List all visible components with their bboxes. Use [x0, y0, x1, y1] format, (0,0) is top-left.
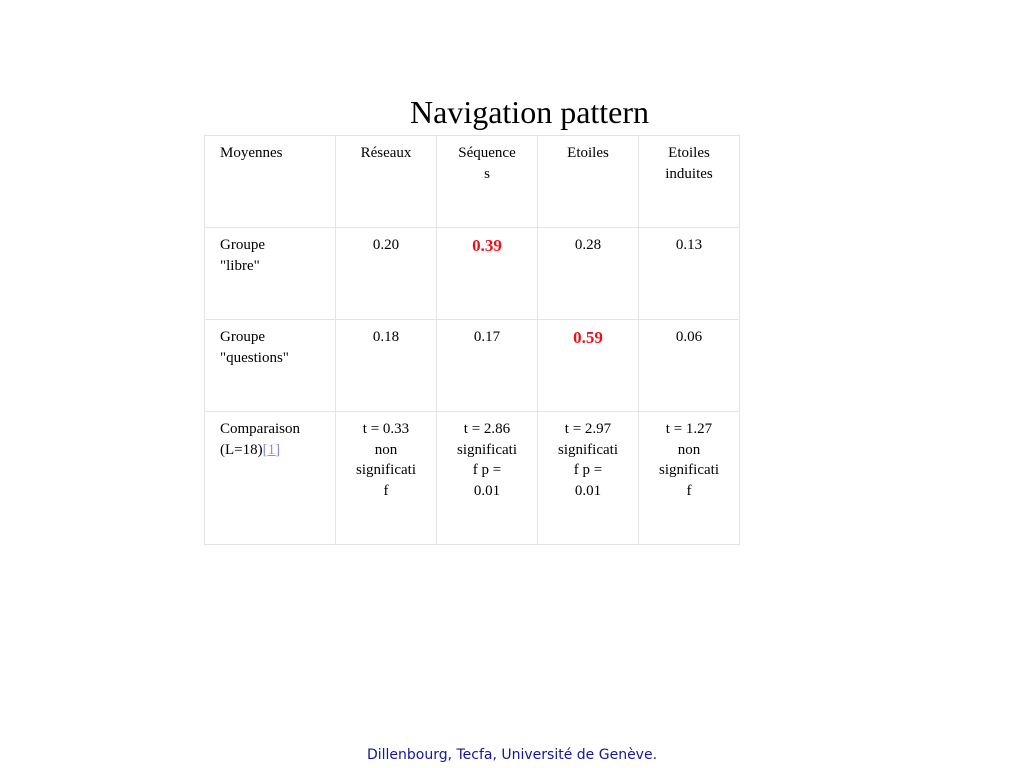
cell-line: f p = [472, 462, 502, 478]
page-title: Navigation pattern [410, 94, 650, 130]
value-cell-sequences [437, 320, 538, 412]
cell-value: 0.18 [372, 329, 400, 345]
cell-value: 0.13 [675, 237, 703, 253]
cell-line: significati [457, 441, 517, 458]
test-cell-sequences [437, 412, 538, 545]
cell-value: 0.17 [473, 329, 501, 345]
cell-value: 0.28 [574, 237, 602, 253]
cell-line: f [383, 482, 389, 499]
cell-line: f [686, 482, 692, 499]
cell-line: significati [558, 441, 618, 458]
cell-line: f p = [573, 462, 603, 478]
table-row-groupe-libre [205, 228, 740, 320]
highlighted-cell-value: 0.59 [573, 328, 603, 347]
value-cell-reseaux [336, 320, 437, 412]
row-label-continued: "libre" [220, 257, 260, 274]
cell-line: t = 2.86 [463, 421, 511, 437]
row-label: Comparaison [220, 421, 300, 437]
header-cell-sequences [437, 136, 538, 228]
header-label-continued: induites [665, 165, 713, 182]
value-cell-reseaux [336, 228, 437, 320]
value-cell-etoiles-induites [639, 228, 740, 320]
header-cell-reseaux [336, 136, 437, 228]
cell-line: t = 1.27 [665, 421, 713, 437]
header-cell-etoiles [538, 136, 639, 228]
header-cell-moyennes [205, 136, 336, 228]
footnote-link[interactable]: [1] [262, 441, 281, 458]
row-label-cell [205, 320, 336, 412]
value-cell-etoiles [538, 320, 639, 412]
value-cell-etoiles [538, 228, 639, 320]
cell-line: non [677, 441, 701, 458]
cell-line: non [374, 441, 398, 458]
cell-line: 0.01 [473, 482, 501, 499]
cell-line: significati [659, 462, 719, 478]
row-label-cell [205, 228, 336, 320]
cell-line: significati [356, 462, 416, 478]
header-label: Moyennes [220, 145, 283, 161]
footer-credit: Dillenbourg, Tecfa, Université de Genève. [366, 747, 658, 763]
test-cell-reseaux [336, 412, 437, 545]
cell-line: t = 0.33 [362, 421, 410, 437]
header-label: Séquence [458, 145, 516, 161]
test-cell-etoiles-induites [639, 412, 740, 545]
header-label: Etoiles [567, 145, 609, 161]
row-label-continued [220, 440, 331, 461]
header-label: Réseaux [360, 145, 412, 161]
table-row-groupe-questions [205, 320, 740, 412]
row-label: Groupe [220, 329, 265, 345]
test-cell-etoiles [538, 412, 639, 545]
row-label-cell [205, 412, 336, 545]
table-header-row [205, 136, 740, 228]
row-label-continued: "questions" [220, 349, 289, 366]
navigation-pattern-table [204, 135, 740, 545]
cell-line: 0.01 [574, 482, 602, 499]
value-cell-sequences [437, 228, 538, 320]
table-row-comparaison [205, 412, 740, 545]
row-label: Groupe [220, 237, 265, 253]
cell-value: 0.06 [675, 329, 703, 345]
header-label-continued: s [484, 165, 490, 182]
cell-line: t = 2.97 [564, 421, 612, 437]
header-label: Etoiles [668, 145, 710, 161]
value-cell-etoiles-induites [639, 320, 740, 412]
highlighted-cell-value: 0.39 [472, 236, 502, 255]
row-label-part: (L=18) [220, 441, 263, 458]
cell-value: 0.20 [372, 237, 400, 253]
header-cell-etoiles-induites [639, 136, 740, 228]
